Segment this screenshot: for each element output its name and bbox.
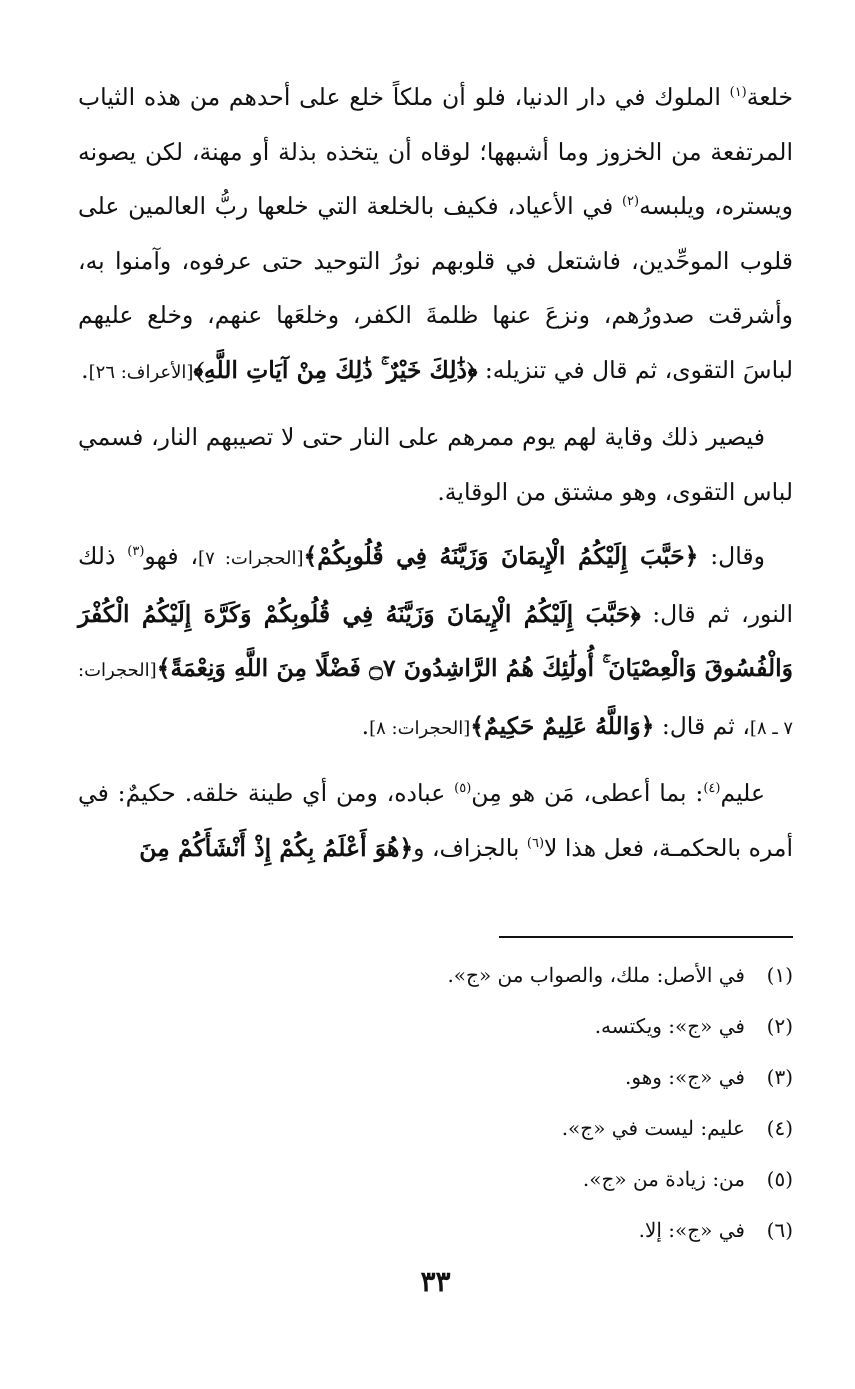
footnote-item (78, 1205, 793, 1256)
body-text: فيصير ذلك وقاية لهم يوم ممرهم على النار حتى لا تصيبهم النار، فسمي لباس التقوى، وهو مشتق من الوقاية. (78, 423, 793, 506)
footnote-text: في «ج»: إلا. (638, 1218, 745, 1242)
verse-reference: [الحجرات: ٧] (198, 548, 304, 569)
footnote-number: (٤) (766, 1116, 793, 1140)
paragraph (78, 529, 793, 756)
footnote-text: في «ج»: ويكتسه. (594, 1014, 745, 1038)
footnote-reference: (٥) (454, 781, 472, 797)
footnote-reference: (٢) (621, 194, 640, 210)
quran-verse: ﴿حَبَّبَ إِلَيْكُمُ الْإِيمَانَ وَزَيَّنَهُ فِي قُلُوبِكُمْ وَكَرَّهَ إِلَيْكُمُ الْكُفْرَ وَالْفُسُوقَ وَالْعِصْيَانَ ۚ أُولَٰئِكَ هُمُ الرَّاشِدُونَ ۝٧ فَضْلًا مِنَ اللَّهِ وَنِعْمَةً﴾ (78, 599, 793, 682)
body-text: خلعة (746, 83, 793, 111)
footnote-reference: (٤) (703, 781, 721, 797)
footnote-number: (٢) (766, 1014, 793, 1038)
footnote-item (78, 1154, 793, 1205)
footnote-number: (٦) (766, 1218, 793, 1242)
verse-reference: [الحجرات: ٧ ـ ٨] (78, 660, 793, 739)
footnote-item (78, 1103, 793, 1154)
main-text (78, 70, 793, 875)
footnote-reference: (١) (729, 85, 747, 101)
paragraph (78, 410, 793, 519)
footnote-item (78, 1052, 793, 1103)
verse-reference: [الأعراف: ٢٦] (88, 361, 194, 383)
page-number: ٣٣ (420, 1265, 451, 1298)
footnote-text: عليم: ليست في «ج». (561, 1116, 745, 1140)
footnote-divider (499, 936, 793, 938)
quran-verse: ﴿حَبَّبَ إِلَيْكُمُ الْإِيمَانَ وَزَيَّنَهُ فِي قُلُوبِكُمْ﴾ (303, 542, 699, 570)
body-text: عليم (720, 779, 765, 807)
footnote-number: (٥) (766, 1167, 793, 1191)
footnote-text: من: زيادة من «ج». (582, 1167, 745, 1191)
quran-verse: ﴿هُوَ أَعْلَمُ بِكُمْ إِذْ أَنْشَأَكُمْ مِنَ (139, 833, 414, 862)
footnote-item (78, 1001, 793, 1052)
footnote-reference: (٣) (127, 544, 145, 560)
quran-verse: ﴿وَاللَّهُ عَلِيمٌ حَكِيمٌ﴾ (470, 711, 655, 740)
footnote-text: في الأصل: ملك، والصواب من «ج». (447, 963, 745, 987)
body-text: : بما أعطى، مَن هو مِن (471, 779, 704, 807)
body-text: في الأعياد، فكيف بالخلعة التي خلعها ربُّ العالمين على قلوب الموحِّدين، فاشتعل في قلوبهم نورُ التوحيد حتى عرفوه، وآمنوا به، وأشرقت صدورُهم، ونزعَ عنها ظلمةَ الكفر، وخلعَها عنهم، وخلع عليهم لباسَ التقوى، ثم قال في تنزيله: (78, 192, 793, 384)
paragraph (78, 766, 793, 875)
verse-reference: [الحجرات: ٨] (369, 717, 471, 739)
footnote-text: في «ج»: وهو. (625, 1065, 745, 1089)
footnote-number: (١) (766, 963, 793, 987)
body-text: . (361, 711, 370, 740)
body-text: بالجزاف، و (413, 833, 527, 862)
footnote-item (78, 950, 793, 1001)
body-text: عباده، ومن أي طينة خلقه. حكيمٌ: في أمره بالحكمـة، فعل هذا لا (78, 779, 793, 862)
body-text: ، ثم قال: (654, 711, 750, 740)
book-page (78, 70, 793, 1370)
body-text: . (81, 355, 89, 384)
body-text: وقال: (698, 542, 765, 570)
paragraph (78, 70, 793, 400)
footnotes-section (78, 950, 793, 1256)
body-text: ذلك النور، ثم قال: (78, 542, 793, 628)
quran-verse: ﴿ذَٰلِكَ خَيْرٌ ۚ ذَٰلِكَ مِنْ آيَاتِ اللَّهِ﴾ (193, 355, 478, 384)
footnote-reference: (٦) (526, 835, 545, 851)
body-text: الملوك في دار الدنيا، فلو أن ملكاً خلع على أحدهم من هذه الثياب المرتفعة من الخزوز وما أشبهها؛ لوقاه أن يتخذه بذلة أو مهنة، لكن يصونه ويستره، ويلبسه (78, 83, 793, 220)
body-text: ، فهو (144, 542, 199, 570)
footnote-number: (٣) (766, 1065, 793, 1089)
